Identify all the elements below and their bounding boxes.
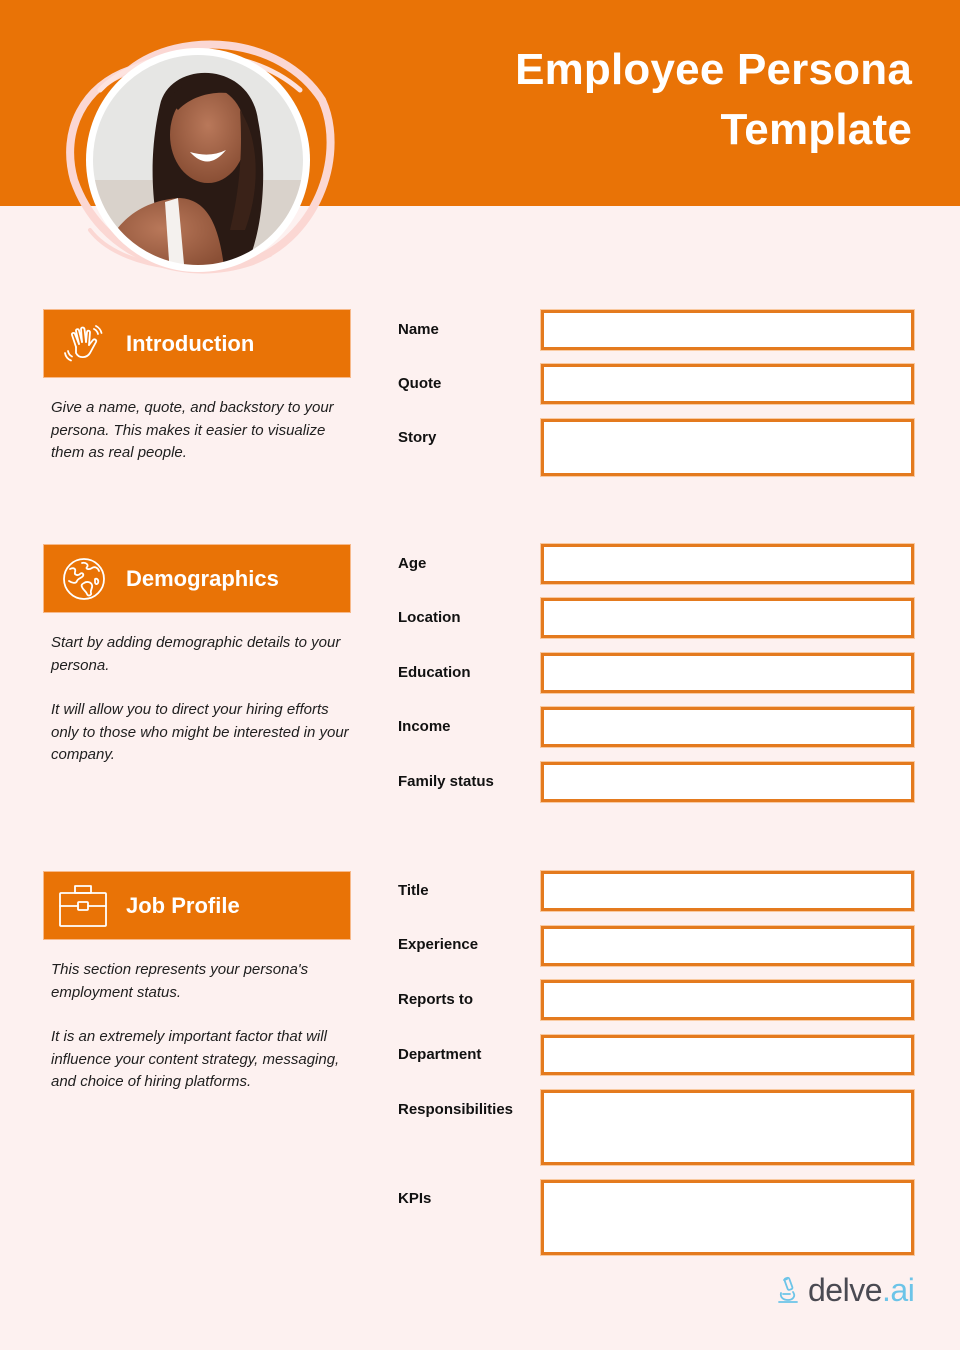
page-title-line-1: Employee Persona — [515, 45, 912, 94]
field-label-location: Location — [398, 609, 461, 626]
globe-icon — [62, 557, 106, 601]
description-paragraph: It will allow you to direct your hiring efforts only to those who might be interested in your company. — [51, 701, 349, 763]
field-label-age: Age — [398, 555, 427, 572]
field-label-name: Name — [398, 321, 439, 338]
story-field[interactable] — [541, 419, 914, 476]
persona-avatar — [60, 30, 336, 280]
field-label-income: Income — [398, 718, 451, 735]
field-label-title: Title — [398, 882, 429, 899]
section-description-introduction — [51, 397, 351, 465]
section-header-job-profile — [44, 872, 350, 939]
section-title: Introduction — [126, 330, 255, 356]
income-field[interactable] — [541, 707, 914, 747]
field-label-family-status: Family status — [398, 773, 494, 790]
field-label-kpis: KPIs — [398, 1190, 432, 1207]
description-paragraph: Give a name, quote, and backstory to your persona. This makes it easier to visualize them as real people. — [51, 399, 334, 461]
reports-to-field[interactable] — [541, 980, 914, 1020]
section-header-demographics — [44, 545, 350, 612]
section-header-introduction — [44, 310, 350, 377]
page-title-line-2: Template — [720, 105, 912, 154]
field-label-department: Department — [398, 1046, 482, 1063]
department-field[interactable] — [541, 1035, 914, 1075]
title-field[interactable] — [541, 871, 914, 911]
description-paragraph: This section represents your persona's employment status. — [51, 961, 309, 1001]
experience-field[interactable] — [541, 926, 914, 966]
family-status-field[interactable] — [541, 762, 914, 802]
education-field[interactable] — [541, 653, 914, 693]
quote-field[interactable] — [541, 364, 914, 404]
age-field[interactable] — [541, 544, 914, 584]
avatar-photo-icon — [60, 30, 336, 280]
field-label-responsibilities: Responsibilities — [398, 1101, 514, 1118]
field-label-quote: Quote — [398, 375, 442, 392]
kpis-field[interactable] — [541, 1180, 914, 1255]
section-title: Demographics — [126, 565, 279, 591]
field-label-education: Education — [398, 664, 471, 681]
section-title: Job Profile — [126, 892, 240, 918]
description-paragraph: Start by adding demographic details to your persona. — [51, 634, 341, 674]
location-field[interactable] — [541, 598, 914, 638]
microscope-icon — [778, 1276, 798, 1304]
name-field[interactable] — [541, 310, 914, 350]
section-description-job-profile — [51, 959, 351, 1094]
field-label-reports-to: Reports to — [398, 991, 473, 1008]
page-title — [515, 40, 912, 160]
waving-hand-icon — [62, 322, 106, 366]
description-paragraph: It is an extremely important factor that will influence your content strategy, messaging, and choice of hiring platforms. — [51, 1028, 340, 1090]
brand-logo — [778, 1270, 914, 1310]
brand-tld: .ai — [882, 1272, 915, 1308]
brand-name: delve — [808, 1272, 882, 1308]
field-label-experience: Experience — [398, 936, 479, 953]
responsibilities-field[interactable] — [541, 1090, 914, 1165]
field-label-story: Story — [398, 429, 437, 446]
section-description-demographics — [51, 632, 351, 767]
briefcase-icon — [58, 884, 108, 928]
